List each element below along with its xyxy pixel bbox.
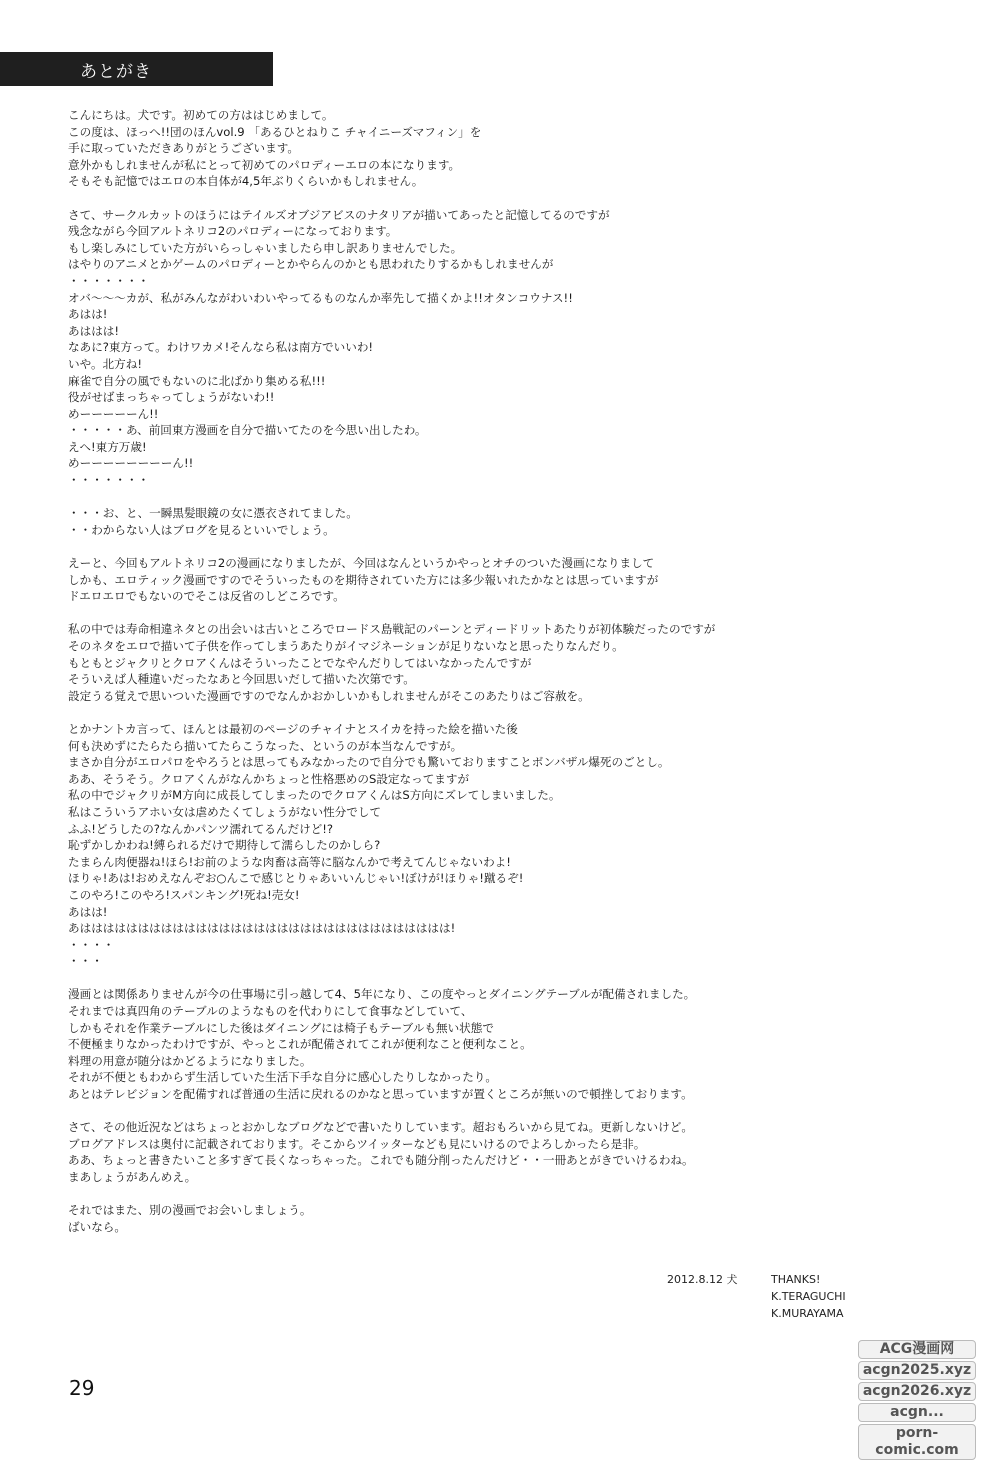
text-line: えーと、今回もアルトネリコ2の漫画になりましたが、今回はなんというかやっとオチのついた漫画になりまして [68, 556, 655, 571]
text-line: えへ!東方万歳! [68, 439, 147, 454]
text-line: ブログアドレスは奥付に記載されております。そこからツイッターなども見にいけるのでよろしかったら是非。 [68, 1136, 646, 1151]
text-line: さて、その他近況などはちょっとおかしなブログなどで書いたりしています。超おもろいから見てね。更新しないけど。 [68, 1120, 693, 1135]
text-line: ドエロエロでもないのでそこは反省のしどころです。 [68, 589, 345, 604]
text-line: ・・・お、と、一瞬黒髪眼鏡の女に憑衣されてました。 [68, 506, 358, 521]
text-line: ・・・・・・・ [68, 473, 150, 488]
text-line: そのネタをエロで描いて子供を作ってしまうあたりがイマジネーションが足りないなと思ったりなんだり。 [68, 639, 624, 653]
section-title: あとがき [80, 62, 152, 82]
text-line: この度は、ほっへ!!団のほんvol.9 「あるひとねりこ チャイニーズマフィン」を [68, 124, 482, 139]
text-line: ・・・ [68, 954, 103, 969]
paragraph [68, 1119, 928, 1185]
afterword-body [68, 107, 928, 1252]
text-line: 不便極まりなかったわけですが、やっとこれが配備されてこれが便利なこと便利なこと。 [68, 1037, 532, 1052]
text-line: めーーーーーん!! [68, 406, 159, 421]
text-line: もともとジャクリとクロアくんはそういったことでなやんだりしてはいなかったんですが [68, 655, 532, 670]
text-line: あはははははははははははははははははははははははははははははははは! [68, 921, 456, 936]
paragraph [68, 107, 928, 190]
text-line: とかナントカ言って、ほんとは最初のページのチャイナとスイカを持った絵を描いた後 [68, 721, 518, 736]
text-line: 役がせばまっちゃってしょうがないわ!! [68, 390, 275, 405]
page-number: 29 [69, 1376, 95, 1400]
paragraph [68, 621, 928, 704]
site-watermark [858, 1340, 976, 1462]
text-line: 私の中でジャクリがM方向に成長してしまったのでクロアくんはS方向にズレてしまいました。 [68, 788, 561, 803]
paragraph [68, 721, 928, 970]
text-line: ああ、ちょっと書きたいこと多すぎて長くなっちゃった。これでも随分削ったんだけど・・一冊あとがきでいけるわね。 [68, 1153, 694, 1168]
watermark-line: porn-comic.com [858, 1424, 976, 1460]
text-line: それではまた、別の漫画でお会いしましょう。 [68, 1203, 312, 1218]
text-line: あとはテレビジョンを配備すれば普通の生活に戻れるのかなと思っていますが置くところが無いので頓挫しております。 [68, 1087, 693, 1102]
paragraph [68, 1202, 928, 1235]
section-header-bar [0, 52, 273, 86]
text-line: そもそも記憶ではエロの本自体が4,5年ぶりくらいかもしれません。 [68, 174, 424, 189]
thanks-line: K.TERAGUCHI [771, 1290, 846, 1303]
text-line: ・・・・・あ、前回東方漫画を自分で描いてたのを今思い出したわ。 [68, 423, 427, 438]
text-line: あははは! [68, 323, 120, 338]
thanks-line: THANKS! [771, 1273, 821, 1286]
text-line: ・・わからない人はブログを見るといいでしょう。 [68, 522, 335, 537]
text-line: なあに?東方って。わけワカメ!そんなら私は南方でいいわ! [68, 340, 374, 355]
text-line: はやりのアニメとかゲームのパロディーとかやらんのかとも思われたりするかもしれませんが [68, 257, 554, 272]
watermark-line: ACG漫画网 [858, 1340, 976, 1359]
text-line: しかも、エロティック漫画ですのでそういったものを期待されていた方には多少報いれたかなとは思っていますが [68, 572, 659, 587]
text-line: しかもそれを作業テーブルにした後はダイニングには椅子もテーブルも無い状態で [68, 1020, 494, 1035]
text-line: 手に取っていただきありがとうございます。 [68, 141, 299, 156]
paragraph [68, 986, 928, 1102]
text-line: あはは! [68, 307, 108, 322]
text-line: 意外かもしれませんが私にとって初めてのパロディーエロの本になります。 [68, 157, 461, 172]
watermark-line: acgn2025.xyz [858, 1361, 976, 1380]
text-line: そういえば人種違いだったなあと今回思いだして描いた次第です。 [68, 672, 415, 687]
text-line: ばいなら。 [68, 1219, 126, 1234]
text-line: もし楽しみにしていた方がいらっしゃいましたら申し訳ありませんでした。 [68, 240, 463, 255]
watermark-line: acgn2026.xyz [858, 1382, 976, 1401]
paragraph [68, 505, 928, 538]
text-line: このやろ!このやろ!スパンキング!死ね!売女! [68, 887, 300, 902]
text-line: 私はこういうアホい女は虐めたくてしょうがない性分でして [68, 804, 382, 819]
thanks-line: K.MURAYAMA [771, 1307, 844, 1320]
text-line: オバ～～～カが、私がみんながわいわいやってるものなんか率先して描くかよ!!オタンコウナス!! [68, 290, 573, 305]
text-line: 漫画とは関係ありませんが今の仕事場に引っ越して4、5年になり、この度やっとダイニングテーブルが配備されました。 [68, 987, 696, 1002]
text-line: ああ、そうそう。クロアくんがなんかちょっと性格悪めのS設定なってますが [68, 771, 470, 786]
text-line: めーーーーーーーーん!! [68, 456, 194, 471]
paragraph [68, 555, 928, 605]
text-line: たまらん肉便器ね!ほら!お前のような肉畜は高等に脳なんかで考えてんじゃないわよ! [68, 854, 511, 869]
text-line: 何も決めずにたらたら描いてたらこうなった、というのが本当なんですが。 [68, 738, 463, 753]
text-line: あはは! [68, 904, 108, 919]
text-line: 設定うる覚えで思いついた漫画ですのでなんかおかしいかもしれませんがそこのあたりはご容赦を。 [68, 688, 590, 703]
text-line: ・・・・ [68, 937, 115, 952]
text-line: ・・・・・・・ [68, 273, 150, 288]
text-line: いや。北方ね! [68, 356, 142, 371]
text-line: 料理の用意が随分はかどるようになりました。 [68, 1053, 312, 1068]
paragraph [68, 207, 928, 489]
text-line: まさか自分がエロパロをやろうとは思ってもみなかったので自分でも驚いておりますことボンバザル爆死のごとし。 [68, 755, 670, 770]
text-line: 残念ながら今回アルトネリコ2のパロディーになっております。 [68, 224, 398, 239]
date-signature: 2012.8.12 犬 [667, 1273, 738, 1286]
watermark-line: acgn... [858, 1403, 976, 1422]
text-line: それが不便ともわからず生活していた生活下手な自分に感心したりしなかったり。 [68, 1070, 497, 1085]
text-line: 私の中では寿命相違ネタとの出会いは古いところでロードス島戦記のパーンとディードリットあたりが初体験だったのですが [68, 622, 716, 637]
text-line: ほりゃ!あは!おめえなんぞお○んこで感じとりゃあいいんじゃい!ぼけが!ほりゃ!蹴るぞ! [68, 871, 524, 886]
text-line: それまでは真四角のテーブルのようなものを代わりにして食事などしていて、 [68, 1004, 473, 1019]
text-line: さて、サークルカットのほうにはテイルズオブジアビスのナタリアが描いてあったと記憶してるのですが [68, 207, 610, 222]
thanks-credits [771, 1271, 846, 1322]
text-line: ふふ!どうしたの?なんかパンツ濡れてるんだけど!? [68, 821, 334, 836]
text-line: 麻雀で自分の風でもないのに北ばかり集める私!!! [68, 373, 326, 388]
text-line: こんにちは。犬です。初めての方ははじめまして。 [68, 108, 334, 122]
text-line: まあしょうがあんめえ。 [68, 1170, 197, 1184]
text-line: 恥ずかしかわね!縛られるだけで期待して濡らしたのかしら? [68, 838, 381, 853]
